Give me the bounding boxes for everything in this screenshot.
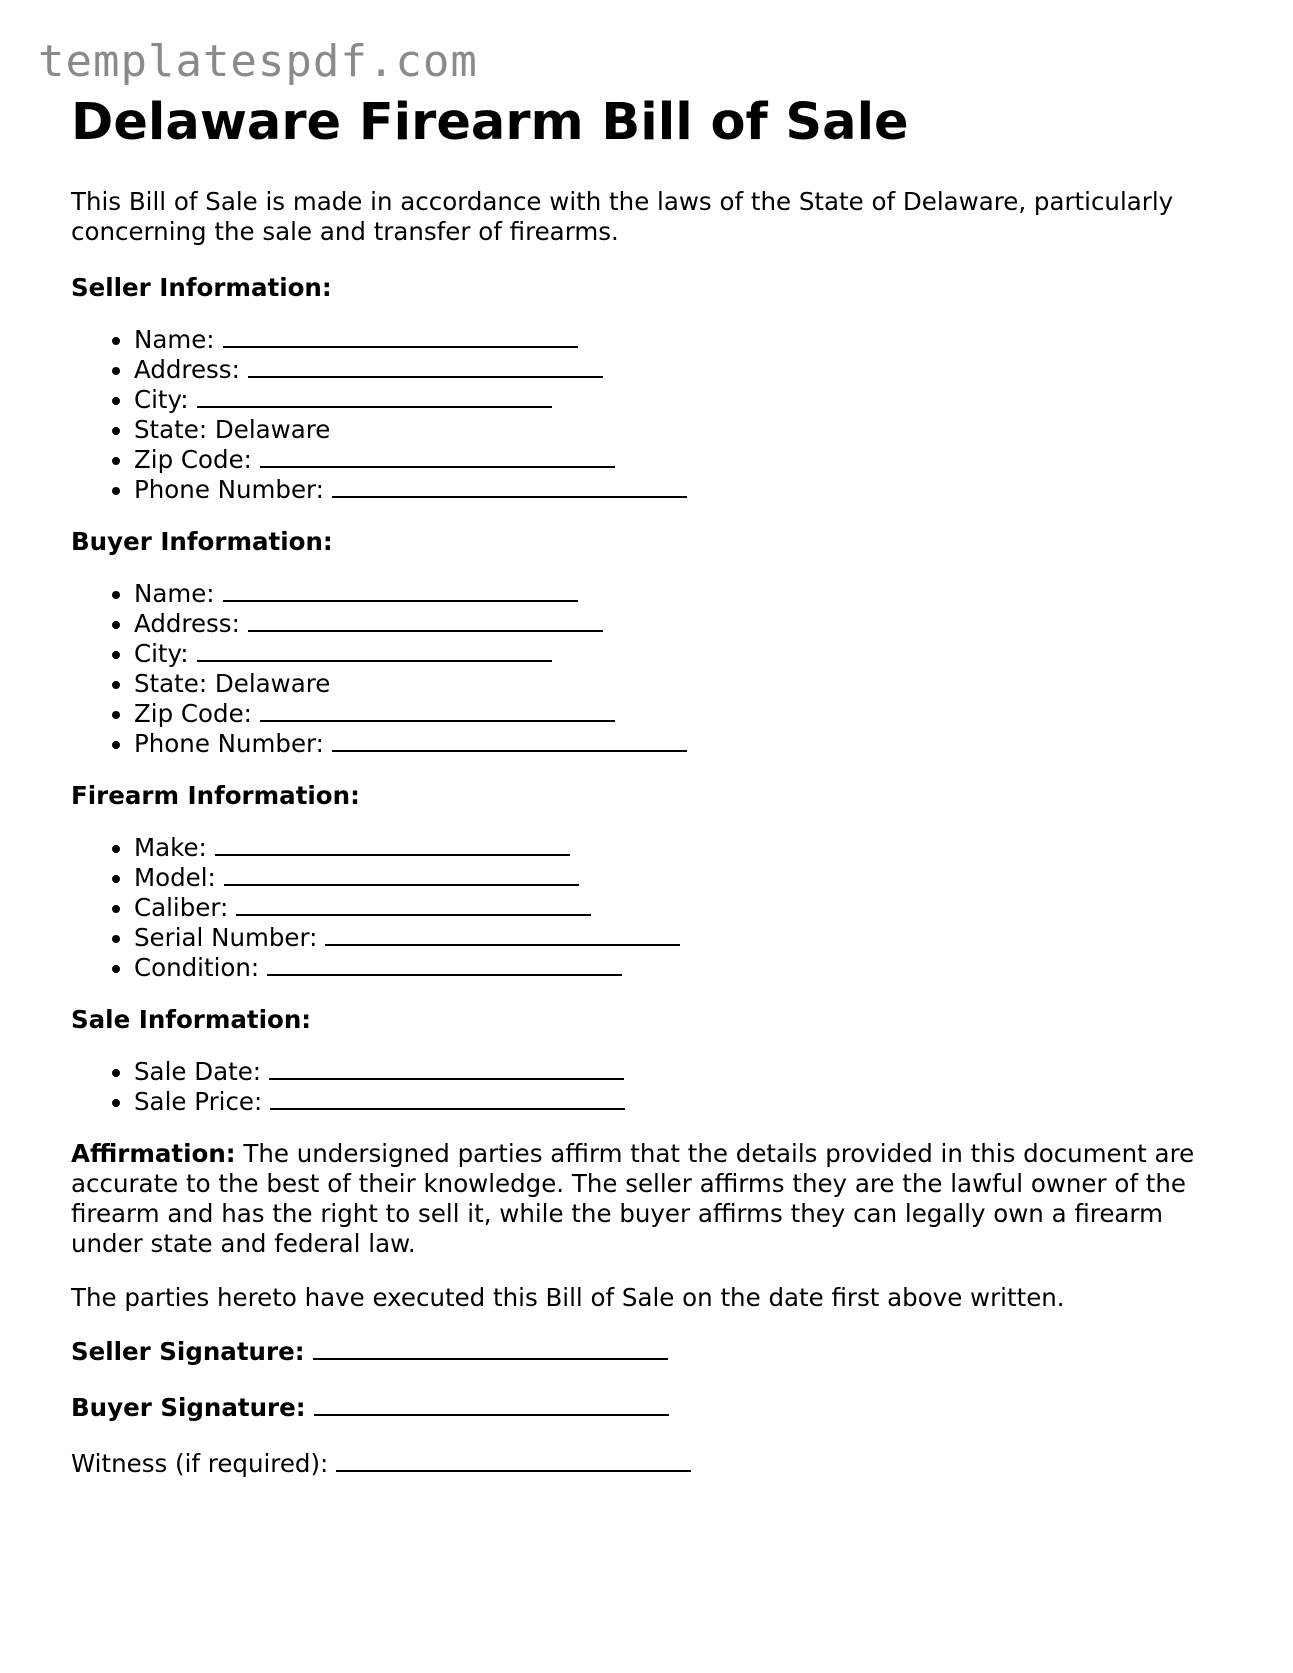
sale-price-label: Sale Price: (134, 1087, 263, 1117)
seller-phone-blank[interactable] (332, 476, 687, 498)
sale-date-item (134, 1057, 1231, 1087)
firearm-model-label: Model: (134, 863, 216, 893)
buyer-zip-item (134, 699, 1231, 729)
seller-city-label: City: (134, 385, 189, 415)
buyer-section-heading: Buyer Information: (71, 527, 333, 557)
buyer-phone-label: Phone Number: (134, 729, 324, 759)
document-body (71, 92, 1231, 1505)
firearm-model-blank[interactable] (224, 864, 579, 886)
firearm-make-blank[interactable] (215, 834, 570, 856)
seller-field-list (71, 325, 1231, 505)
seller-phone-item (134, 475, 1231, 505)
seller-city-item (134, 385, 1231, 415)
buyer-city-blank[interactable] (197, 640, 552, 662)
firearm-caliber-blank[interactable] (236, 894, 591, 916)
buyer-city-label: City: (134, 639, 189, 669)
buyer-address-blank[interactable] (248, 610, 603, 632)
seller-phone-label: Phone Number: (134, 475, 324, 505)
document-title: Delaware Firearm Bill of Sale (71, 93, 909, 152)
seller-zip-blank[interactable] (260, 446, 615, 468)
buyer-address-item (134, 609, 1231, 639)
buyer-phone-item (134, 729, 1231, 759)
seller-state-text: State: Delaware (134, 415, 331, 445)
buyer-field-list (71, 579, 1231, 759)
firearm-condition-item (134, 953, 1231, 983)
firearm-condition-blank[interactable] (267, 954, 622, 976)
buyer-city-item (134, 639, 1231, 669)
affirmation-paragraph (71, 1139, 1231, 1259)
firearm-make-item (134, 833, 1231, 863)
seller-state-item (134, 415, 1231, 445)
firearm-section-heading: Firearm Information: (71, 781, 360, 811)
buyer-signature-line (71, 1393, 1231, 1423)
firearm-condition-label: Condition: (134, 953, 260, 983)
sale-price-blank[interactable] (270, 1088, 625, 1110)
sale-date-blank[interactable] (269, 1058, 624, 1080)
buyer-state-text: State: Delaware (134, 669, 331, 699)
seller-address-item (134, 355, 1231, 385)
sale-price-item (134, 1087, 1231, 1117)
affirmation-label: Affirmation: (71, 1139, 236, 1169)
firearm-caliber-item (134, 893, 1231, 923)
buyer-phone-blank[interactable] (332, 730, 687, 752)
sale-field-list (71, 1057, 1231, 1117)
seller-name-label: Name: (134, 325, 215, 355)
seller-section-heading: Seller Information: (71, 273, 332, 303)
sale-section-heading: Sale Information: (71, 1005, 312, 1035)
buyer-signature-blank[interactable] (314, 1394, 669, 1416)
seller-name-blank[interactable] (223, 326, 578, 348)
buyer-name-blank[interactable] (223, 580, 578, 602)
buyer-zip-blank[interactable] (260, 700, 615, 722)
sale-date-label: Sale Date: (134, 1057, 262, 1087)
executed-statement: The parties hereto have executed this Bill of Sale on the date first above written. (71, 1283, 1065, 1313)
firearm-serial-item (134, 923, 1231, 953)
buyer-state-item (134, 669, 1231, 699)
firearm-make-label: Make: (134, 833, 207, 863)
witness-signature-blank[interactable] (336, 1450, 691, 1472)
witness-signature-line (71, 1449, 1231, 1479)
seller-name-item (134, 325, 1231, 355)
buyer-signature-label: Buyer Signature: (71, 1393, 306, 1423)
firearm-field-list (71, 833, 1231, 983)
watermark: templatespdf.com (38, 36, 478, 87)
seller-address-blank[interactable] (248, 356, 603, 378)
buyer-address-label: Address: (134, 609, 240, 639)
seller-signature-line (71, 1337, 1231, 1367)
buyer-name-item (134, 579, 1231, 609)
buyer-zip-label: Zip Code: (134, 699, 252, 729)
firearm-serial-blank[interactable] (325, 924, 680, 946)
affirmation-text: The undersigned parties affirm that the details provided in this document are accurate to the best of their knowledge. The seller affirms they are the lawful owner of the firearm and has the right to sell it, while the buyer affirms they can legally own a firearm under state and federal law. (71, 1139, 1195, 1259)
firearm-caliber-label: Caliber: (134, 893, 229, 923)
firearm-model-item (134, 863, 1231, 893)
seller-signature-blank[interactable] (313, 1338, 668, 1360)
seller-signature-label: Seller Signature: (71, 1337, 305, 1367)
buyer-name-label: Name: (134, 579, 215, 609)
seller-zip-label: Zip Code: (134, 445, 252, 475)
seller-address-label: Address: (134, 355, 240, 385)
witness-signature-label: Witness (if required): (71, 1449, 329, 1479)
seller-zip-item (134, 445, 1231, 475)
seller-city-blank[interactable] (197, 386, 552, 408)
intro-paragraph: This Bill of Sale is made in accordance with the laws of the State of Delaware, particularly concerning the sale and transfer of firearms. (71, 187, 1174, 247)
firearm-serial-label: Serial Number: (134, 923, 318, 953)
